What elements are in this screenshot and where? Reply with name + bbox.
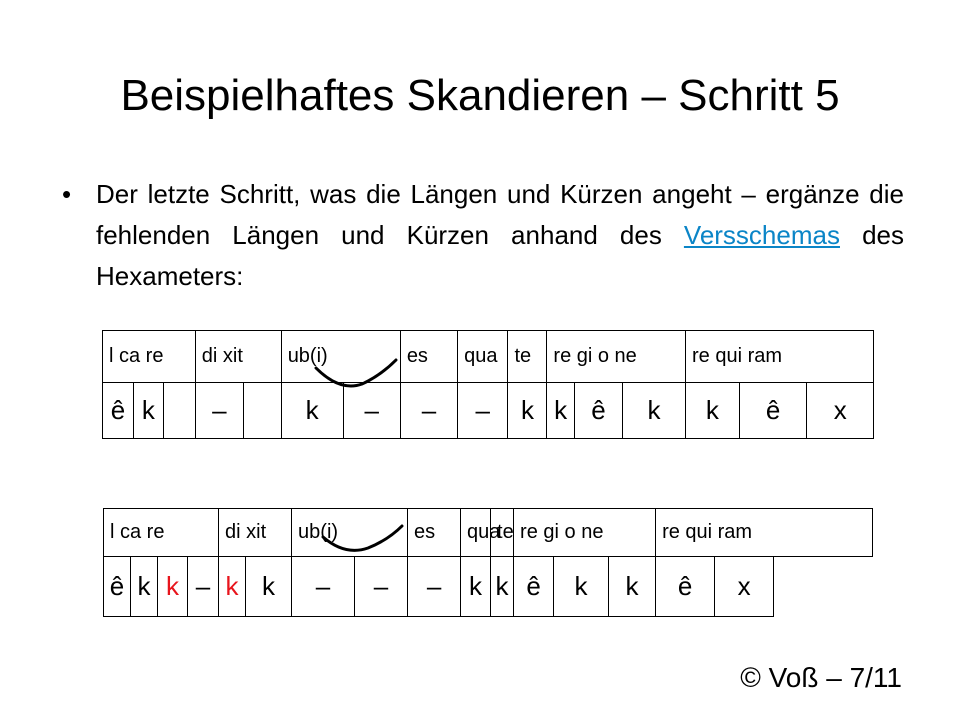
instruction-text-end: des Hexameters:	[96, 220, 904, 291]
syllable-cell: qua	[461, 509, 491, 557]
bullet-dot: •	[62, 179, 72, 209]
syllable-cell: re qui ram	[656, 509, 873, 557]
page-title: Beispielhaftes Skandieren – Schritt 5	[120, 71, 840, 120]
quantity-cell: k	[609, 557, 656, 617]
quantity-cell	[163, 383, 195, 439]
quantity-cell: k	[508, 383, 547, 439]
quantity-cell: k	[686, 383, 740, 439]
quantity-cell: ê	[739, 383, 807, 439]
syllable-cell: es	[408, 509, 461, 557]
quantity-cell: –	[292, 557, 355, 617]
syllable-cell: te	[508, 331, 547, 383]
syllable-row	[104, 509, 873, 557]
scansion-table-1	[102, 330, 874, 439]
quantity-cell: –	[195, 383, 243, 439]
quantity-cell: ê	[103, 383, 134, 439]
instruction-bullet	[62, 174, 904, 297]
quantity-cell: –	[458, 383, 508, 439]
quantity-cell: k	[547, 383, 574, 439]
syllable-cell: l ca re	[103, 331, 196, 383]
quantity-cell: –	[343, 383, 400, 439]
quantity-cell: ê	[104, 557, 131, 617]
quantity-cell: k	[281, 383, 343, 439]
quantity-row	[104, 557, 873, 617]
syllable-cell: qua	[458, 331, 508, 383]
instruction-text	[96, 174, 904, 297]
quantity-cell	[243, 383, 281, 439]
quantity-cell: –	[355, 557, 408, 617]
quantity-cell: –	[188, 557, 219, 617]
syllable-cell: ub(i)	[281, 331, 400, 383]
syllable-cell: re qui ram	[686, 331, 874, 383]
syllable-cell: di xit	[219, 509, 292, 557]
quantity-cell: k	[623, 383, 686, 439]
quantity-cell: k	[461, 557, 491, 617]
quantity-cell: x	[715, 557, 774, 617]
quantity-cell: x	[807, 383, 874, 439]
quantity-cell: ê	[514, 557, 554, 617]
quantity-cell: k	[554, 557, 609, 617]
quantity-cell: k	[133, 383, 163, 439]
quantity-cell: –	[408, 557, 461, 617]
scansion-table-2	[103, 508, 873, 617]
syllable-cell: ub(i)	[292, 509, 408, 557]
syllable-cell: di xit	[195, 331, 281, 383]
quantity-row	[103, 383, 874, 439]
quantity-cell: ê	[574, 383, 622, 439]
syllable-row	[103, 331, 874, 383]
quantity-cell: k	[131, 557, 158, 617]
syllable-cell: es	[400, 331, 457, 383]
quantity-cell: k	[246, 557, 292, 617]
quantity-cell: k	[491, 557, 514, 617]
syllable-cell: re gi o ne	[514, 509, 656, 557]
versschemas-link[interactable]: Versschemas	[683, 220, 840, 250]
copyright-footer: © Voß – 7/11	[740, 662, 902, 693]
syllable-cell: l ca re	[104, 509, 219, 557]
instruction-text-start: Der letzte Schritt, was die Längen und Kürzen angeht – ergänze die fehlenden Längen und Kürzen anhand des	[96, 179, 904, 250]
syllable-cell: te	[491, 509, 514, 557]
quantity-cell: ê	[656, 557, 715, 617]
added-quantity-cell: k	[158, 557, 188, 617]
quantity-cell: –	[400, 383, 457, 439]
added-quantity-cell: k	[219, 557, 246, 617]
syllable-cell: re gi o ne	[547, 331, 686, 383]
